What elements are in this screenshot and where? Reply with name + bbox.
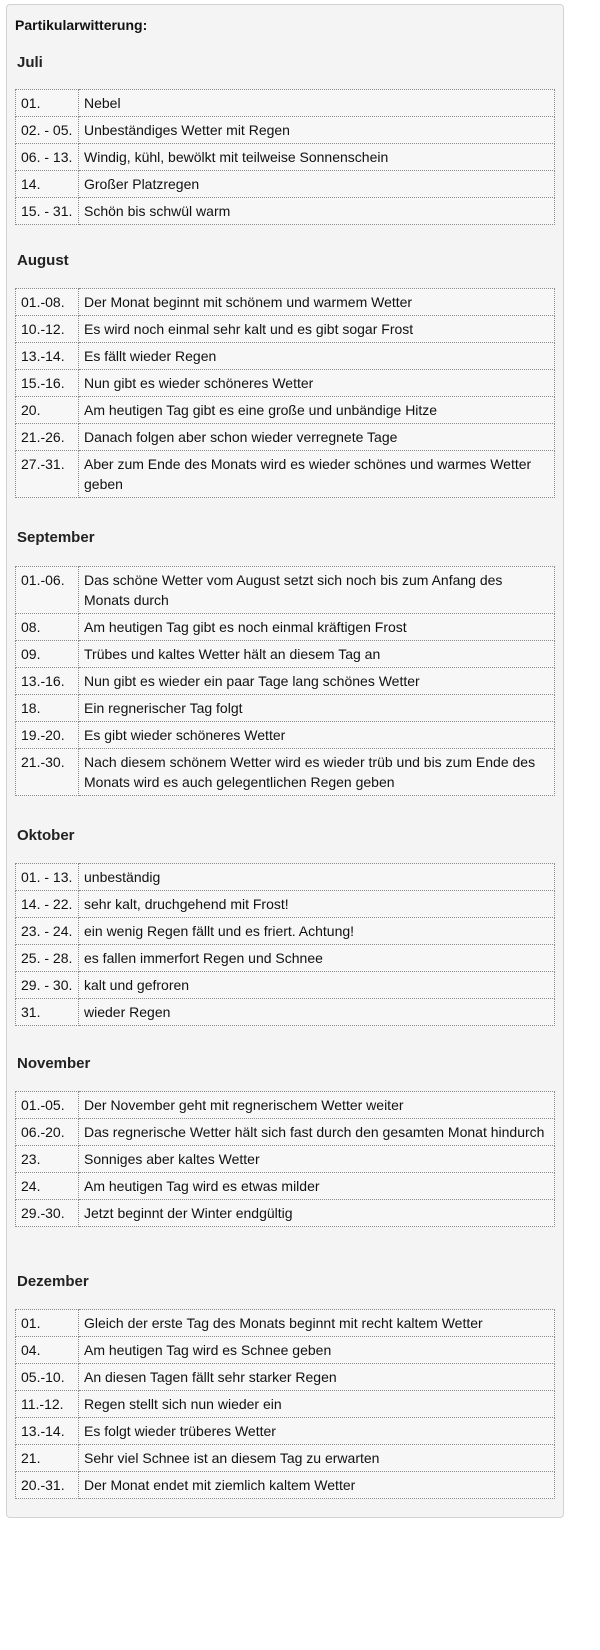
table-row	[16, 614, 555, 641]
date-cell: 23. - 24.	[16, 918, 79, 945]
weather-panel	[6, 4, 564, 1518]
date-cell: 08.	[16, 614, 79, 641]
table-row	[16, 722, 555, 749]
month-table	[15, 288, 555, 498]
description-cell: Schön bis schwül warm	[79, 198, 555, 225]
description-cell: wieder Regen	[79, 999, 555, 1026]
table-row	[16, 144, 555, 171]
table-row	[16, 1146, 555, 1173]
description-cell: Nun gibt es wieder schöneres Wetter	[79, 370, 555, 397]
description-cell: ein wenig Regen fällt und es friert. Achtung!	[79, 918, 555, 945]
date-cell: 13.-14.	[16, 343, 79, 370]
month-heading: August	[17, 252, 69, 269]
date-cell: 31.	[16, 999, 79, 1026]
date-cell: 20.-31.	[16, 1472, 79, 1499]
month-heading: September	[17, 529, 95, 546]
date-cell: 01.-08.	[16, 289, 79, 316]
table-row	[16, 1337, 555, 1364]
description-cell: Es gibt wieder schöneres Wetter	[79, 722, 555, 749]
month-table	[15, 863, 555, 1026]
date-cell: 01. - 13.	[16, 864, 79, 891]
description-cell: Der November geht mit regnerischem Wetter weiter	[79, 1092, 555, 1119]
table-row	[16, 117, 555, 144]
description-cell: Der Monat beginnt mit schönem und warmem Wetter	[79, 289, 555, 316]
date-cell: 06. - 13.	[16, 144, 79, 171]
table-row	[16, 343, 555, 370]
date-cell: 13.-16.	[16, 668, 79, 695]
date-cell: 15. - 31.	[16, 198, 79, 225]
description-cell: Es fällt wieder Regen	[79, 343, 555, 370]
month-heading: Juli	[17, 54, 43, 71]
month-heading: November	[17, 1055, 91, 1072]
description-cell: Nebel	[79, 90, 555, 117]
description-cell: sehr kalt, druchgehend mit Frost!	[79, 891, 555, 918]
table-row	[16, 918, 555, 945]
table-row	[16, 1119, 555, 1146]
table-row	[16, 864, 555, 891]
date-cell: 11.-12.	[16, 1391, 79, 1418]
table-row	[16, 891, 555, 918]
date-cell: 15.-16.	[16, 370, 79, 397]
month-table	[15, 566, 555, 796]
date-cell: 21.-26.	[16, 424, 79, 451]
date-cell: 05.-10.	[16, 1364, 79, 1391]
table-row	[16, 397, 555, 424]
description-cell: Das regnerische Wetter hält sich fast durch den gesamten Monat hindurch	[79, 1119, 555, 1146]
date-cell: 29.-30.	[16, 1200, 79, 1227]
description-cell: es fallen immerfort Regen und Schnee	[79, 945, 555, 972]
date-cell: 25. - 28.	[16, 945, 79, 972]
table-row	[16, 90, 555, 117]
date-cell: 06.-20.	[16, 1119, 79, 1146]
description-cell: Großer Platzregen	[79, 171, 555, 198]
description-cell: Am heutigen Tag wird es Schnee geben	[79, 1337, 555, 1364]
date-cell: 23.	[16, 1146, 79, 1173]
table-row	[16, 370, 555, 397]
description-cell: Das schöne Wetter vom August setzt sich noch bis zum Anfang des Monats durch	[79, 567, 555, 614]
table-row	[16, 567, 555, 614]
date-cell: 21.-30.	[16, 749, 79, 796]
description-cell: Der Monat endet mit ziemlich kaltem Wetter	[79, 1472, 555, 1499]
table-row	[16, 1472, 555, 1499]
date-cell: 01.-06.	[16, 567, 79, 614]
table-row	[16, 198, 555, 225]
description-cell: Windig, kühl, bewölkt mit teilweise Sonnenschein	[79, 144, 555, 171]
table-row	[16, 945, 555, 972]
table-row	[16, 1418, 555, 1445]
description-cell: Ein regnerischer Tag folgt	[79, 695, 555, 722]
table-row	[16, 1364, 555, 1391]
table-row	[16, 1200, 555, 1227]
table-row	[16, 451, 555, 498]
month-table	[15, 1309, 555, 1499]
month-table	[15, 1091, 555, 1227]
date-cell: 10.-12.	[16, 316, 79, 343]
table-row	[16, 972, 555, 999]
description-cell: Nun gibt es wieder ein paar Tage lang schönes Wetter	[79, 668, 555, 695]
description-cell: Unbeständiges Wetter mit Regen	[79, 117, 555, 144]
description-cell: Trübes und kaltes Wetter hält an diesem Tag an	[79, 641, 555, 668]
description-cell: Gleich der erste Tag des Monats beginnt mit recht kaltem Wetter	[79, 1310, 555, 1337]
date-cell: 14. - 22.	[16, 891, 79, 918]
page-title: Partikularwitterung:	[15, 17, 148, 33]
table-row	[16, 1173, 555, 1200]
date-cell: 20.	[16, 397, 79, 424]
table-row	[16, 316, 555, 343]
description-cell: Am heutigen Tag gibt es eine große und unbändige Hitze	[79, 397, 555, 424]
date-cell: 09.	[16, 641, 79, 668]
date-cell: 01.	[16, 90, 79, 117]
table-row	[16, 1391, 555, 1418]
description-cell: Sonniges aber kaltes Wetter	[79, 1146, 555, 1173]
table-row	[16, 668, 555, 695]
description-cell: An diesen Tagen fällt sehr starker Regen	[79, 1364, 555, 1391]
date-cell: 01.-05.	[16, 1092, 79, 1119]
description-cell: Es wird noch einmal sehr kalt und es gibt sogar Frost	[79, 316, 555, 343]
date-cell: 02. - 05.	[16, 117, 79, 144]
date-cell: 04.	[16, 1337, 79, 1364]
description-cell: kalt und gefroren	[79, 972, 555, 999]
table-row	[16, 749, 555, 796]
description-cell: Danach folgen aber schon wieder verregnete Tage	[79, 424, 555, 451]
date-cell: 19.-20.	[16, 722, 79, 749]
date-cell: 29. - 30.	[16, 972, 79, 999]
date-cell: 24.	[16, 1173, 79, 1200]
table-row	[16, 289, 555, 316]
description-cell: Nach diesem schönem Wetter wird es wieder trüb und bis zum Ende des Monats wird es auch gelegentlichen Regen geben	[79, 749, 555, 796]
table-row	[16, 424, 555, 451]
description-cell: Regen stellt sich nun wieder ein	[79, 1391, 555, 1418]
description-cell: Am heutigen Tag gibt es noch einmal kräftigen Frost	[79, 614, 555, 641]
table-row	[16, 171, 555, 198]
table-row	[16, 1092, 555, 1119]
month-table	[15, 89, 555, 225]
description-cell: Sehr viel Schnee ist an diesem Tag zu erwarten	[79, 1445, 555, 1472]
date-cell: 13.-14.	[16, 1418, 79, 1445]
date-cell: 21.	[16, 1445, 79, 1472]
table-row	[16, 641, 555, 668]
date-cell: 18.	[16, 695, 79, 722]
date-cell: 14.	[16, 171, 79, 198]
month-heading: Oktober	[17, 827, 75, 844]
description-cell: Aber zum Ende des Monats wird es wieder schönes und warmes Wetter geben	[79, 451, 555, 498]
table-row	[16, 695, 555, 722]
table-row	[16, 999, 555, 1026]
date-cell: 01.	[16, 1310, 79, 1337]
description-cell: Am heutigen Tag wird es etwas milder	[79, 1173, 555, 1200]
table-row	[16, 1310, 555, 1337]
table-row	[16, 1445, 555, 1472]
month-heading: Dezember	[17, 1273, 89, 1290]
description-cell: Jetzt beginnt der Winter endgültig	[79, 1200, 555, 1227]
description-cell: unbeständig	[79, 864, 555, 891]
description-cell: Es folgt wieder trüberes Wetter	[79, 1418, 555, 1445]
date-cell: 27.-31.	[16, 451, 79, 498]
